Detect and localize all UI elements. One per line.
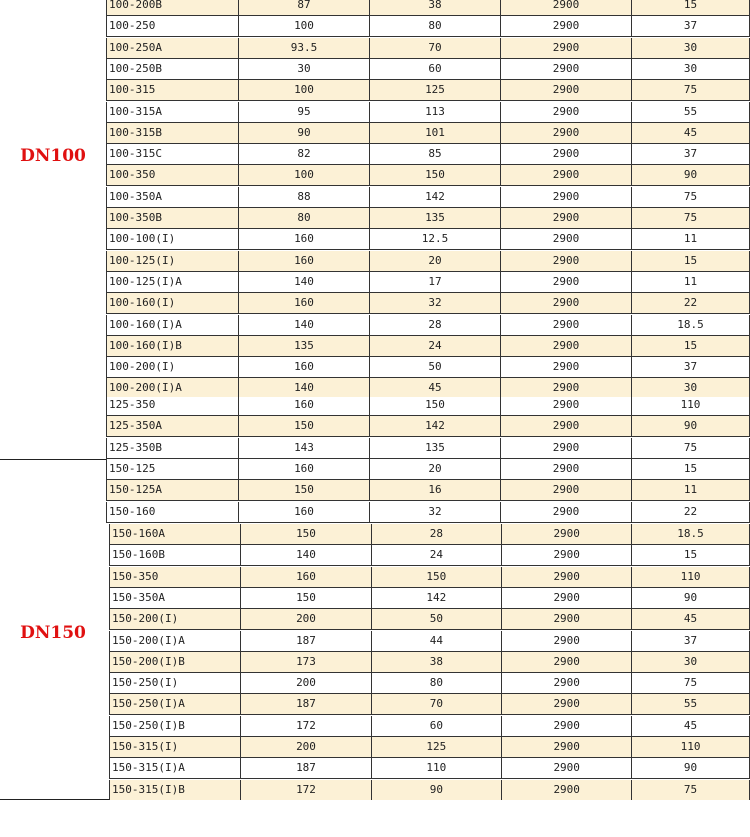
cell-power: 15 <box>631 336 750 356</box>
cell-head: 50 <box>369 357 500 377</box>
cell-flow: 160 <box>238 357 369 377</box>
cell-head: 24 <box>371 545 501 565</box>
cell-speed: 2900 <box>500 480 631 500</box>
cell-model: 150-315(I)A <box>109 758 240 778</box>
cell-model: 125-350B <box>106 438 238 458</box>
cell-power: 30 <box>631 38 750 58</box>
cell-head: 70 <box>371 694 501 714</box>
cell-speed: 2900 <box>500 187 631 207</box>
cell-head: 60 <box>371 716 501 736</box>
cell-power: 11 <box>631 480 750 500</box>
cell-power: 75 <box>631 780 749 800</box>
cell-model: 100-315 <box>106 80 238 100</box>
cell-head: 20 <box>369 251 500 271</box>
cell-speed: 2900 <box>500 208 631 228</box>
cell-speed: 2900 <box>500 397 631 415</box>
cell-power: 55 <box>631 694 749 714</box>
cell-flow: 93.5 <box>238 38 369 58</box>
cell-power: 37 <box>631 357 750 377</box>
cell-speed: 2900 <box>501 780 631 800</box>
cell-head: 38 <box>371 652 501 672</box>
table-row <box>106 251 750 272</box>
cell-speed: 2900 <box>500 59 631 79</box>
cell-power: 45 <box>631 716 749 736</box>
cell-head: 60 <box>369 59 500 79</box>
table-row <box>109 673 750 694</box>
table-row <box>106 59 750 80</box>
table-row <box>106 378 750 397</box>
cell-speed: 2900 <box>500 272 631 292</box>
cell-speed: 2900 <box>501 545 631 565</box>
table-row <box>106 357 750 378</box>
cell-power: 22 <box>631 502 750 522</box>
spec-table-dn100-part2 <box>106 397 750 459</box>
cell-model: 100-350 <box>106 165 238 185</box>
cell-flow: 150 <box>240 524 370 544</box>
cell-model: 125-350A <box>106 416 238 436</box>
cell-model: 150-160B <box>109 545 240 565</box>
cell-model: 150-200(I)B <box>109 652 240 672</box>
cell-speed: 2900 <box>500 315 631 335</box>
table-row <box>106 229 750 250</box>
cell-power: 37 <box>631 144 750 164</box>
cell-flow: 80 <box>238 208 369 228</box>
cell-head: 24 <box>369 336 500 356</box>
cell-flow: 88 <box>238 187 369 207</box>
table-row <box>109 524 750 545</box>
cell-model: 150-160A <box>109 524 240 544</box>
cell-power: 37 <box>631 631 749 651</box>
cell-head: 113 <box>369 102 500 122</box>
cell-speed: 2900 <box>501 588 631 608</box>
cell-flow: 90 <box>238 123 369 143</box>
cell-flow: 100 <box>238 16 369 36</box>
cell-power: 75 <box>631 673 749 693</box>
cell-flow: 82 <box>238 144 369 164</box>
cell-model: 150-315(I) <box>109 737 240 757</box>
cell-model: 150-250(I)B <box>109 716 240 736</box>
cell-flow: 100 <box>238 165 369 185</box>
cell-power: 75 <box>631 80 750 100</box>
cell-model: 125-350 <box>106 397 238 415</box>
table-row <box>106 102 750 123</box>
cell-model: 100-315C <box>106 144 238 164</box>
table-row <box>106 502 750 523</box>
cell-power: 18.5 <box>631 315 750 335</box>
cell-model: 100-350B <box>106 208 238 228</box>
table-row <box>109 609 750 630</box>
cell-power: 15 <box>631 0 750 15</box>
cell-power: 45 <box>631 123 750 143</box>
table-row <box>106 208 750 229</box>
cell-model: 150-125 <box>106 459 238 479</box>
cell-power: 11 <box>631 272 750 292</box>
table-row <box>106 480 750 501</box>
cell-head: 135 <box>369 208 500 228</box>
cell-head: 50 <box>371 609 501 629</box>
cell-power: 30 <box>631 378 750 397</box>
cell-speed: 2900 <box>500 165 631 185</box>
cell-head: 38 <box>369 0 500 15</box>
cell-head: 125 <box>369 80 500 100</box>
cell-speed: 2900 <box>501 631 631 651</box>
cell-speed: 2900 <box>500 16 631 36</box>
cell-flow: 172 <box>240 780 370 800</box>
cell-power: 15 <box>631 545 749 565</box>
cell-head: 135 <box>369 438 500 458</box>
cell-model: 100-250B <box>106 59 238 79</box>
cell-power: 75 <box>631 438 750 458</box>
cell-speed: 2900 <box>501 673 631 693</box>
cell-speed: 2900 <box>501 652 631 672</box>
cell-speed: 2900 <box>501 609 631 629</box>
cell-head: 16 <box>369 480 500 500</box>
cell-head: 28 <box>369 315 500 335</box>
cell-speed: 2900 <box>500 38 631 58</box>
cell-flow: 135 <box>238 336 369 356</box>
cell-model: 100-350A <box>106 187 238 207</box>
cell-head: 150 <box>369 165 500 185</box>
cell-flow: 140 <box>238 315 369 335</box>
spec-table-dn100-part1 <box>106 0 750 397</box>
cell-model: 150-350 <box>109 567 240 587</box>
cell-flow: 200 <box>240 673 370 693</box>
cell-model: 100-200(I)A <box>106 378 238 397</box>
cell-head: 32 <box>369 293 500 313</box>
cell-speed: 2900 <box>500 378 631 397</box>
table-row <box>106 416 750 437</box>
cell-speed: 2900 <box>500 459 631 479</box>
cell-flow: 143 <box>238 438 369 458</box>
cell-speed: 2900 <box>501 716 631 736</box>
cell-model: 100-160(I)B <box>106 336 238 356</box>
spec-table-dn150-part1 <box>106 459 750 524</box>
table-row <box>106 336 750 357</box>
cell-speed: 2900 <box>500 144 631 164</box>
cell-speed: 2900 <box>501 737 631 757</box>
table-row <box>106 38 750 59</box>
cell-speed: 2900 <box>500 293 631 313</box>
cell-speed: 2900 <box>500 80 631 100</box>
cell-power: 15 <box>631 459 750 479</box>
cell-model: 100-100(I) <box>106 229 238 249</box>
cell-model: 150-200(I)A <box>109 631 240 651</box>
cell-flow: 140 <box>238 378 369 397</box>
cell-model: 150-350A <box>109 588 240 608</box>
cell-speed: 2900 <box>500 0 631 15</box>
table-row <box>106 315 750 336</box>
cell-power: 15 <box>631 251 750 271</box>
cell-head: 101 <box>369 123 500 143</box>
cell-speed: 2900 <box>500 251 631 271</box>
cell-head: 70 <box>369 38 500 58</box>
cell-speed: 2900 <box>501 758 631 778</box>
cell-power: 90 <box>631 588 749 608</box>
cell-model: 150-125A <box>106 480 238 500</box>
cell-speed: 2900 <box>500 438 631 458</box>
cell-speed: 2900 <box>501 524 631 544</box>
cell-power: 30 <box>631 59 750 79</box>
table-row <box>106 187 750 208</box>
cell-flow: 150 <box>238 480 369 500</box>
cell-speed: 2900 <box>500 336 631 356</box>
table-row <box>106 397 750 416</box>
cell-model: 150-315(I)B <box>109 780 240 800</box>
cell-model: 150-250(I)A <box>109 694 240 714</box>
cell-flow: 160 <box>238 397 369 415</box>
cell-head: 125 <box>371 737 501 757</box>
cell-flow: 100 <box>238 80 369 100</box>
table-row <box>106 438 750 459</box>
cell-power: 75 <box>631 187 750 207</box>
cell-head: 142 <box>369 416 500 436</box>
table-row <box>109 567 750 588</box>
cell-power: 110 <box>631 737 749 757</box>
cell-flow: 172 <box>240 716 370 736</box>
table-row <box>109 737 750 758</box>
cell-power: 45 <box>631 609 749 629</box>
cell-power: 90 <box>631 165 750 185</box>
cell-flow: 140 <box>240 545 370 565</box>
cell-power: 110 <box>631 397 750 415</box>
cell-flow: 87 <box>238 0 369 15</box>
cell-flow: 160 <box>238 459 369 479</box>
cell-flow: 187 <box>240 758 370 778</box>
cell-head: 150 <box>371 567 501 587</box>
group-label-dn100: DN100 <box>20 146 86 166</box>
cell-head: 17 <box>369 272 500 292</box>
cell-speed: 2900 <box>500 229 631 249</box>
table-row <box>106 293 750 314</box>
cell-flow: 150 <box>238 416 369 436</box>
cell-head: 142 <box>369 187 500 207</box>
table-row <box>109 694 750 715</box>
table-row <box>106 16 750 37</box>
table-row <box>109 631 750 652</box>
group-divider <box>0 459 106 460</box>
table-row <box>106 459 750 480</box>
table-row <box>106 80 750 101</box>
cell-head: 44 <box>371 631 501 651</box>
cell-flow: 160 <box>238 502 369 522</box>
cell-speed: 2900 <box>500 416 631 436</box>
cell-power: 11 <box>631 229 750 249</box>
cell-model: 100-250 <box>106 16 238 36</box>
cell-power: 55 <box>631 102 750 122</box>
cell-flow: 150 <box>240 588 370 608</box>
cell-power: 30 <box>631 652 749 672</box>
cell-speed: 2900 <box>500 357 631 377</box>
cell-flow: 95 <box>238 102 369 122</box>
cell-head: 90 <box>371 780 501 800</box>
table-row <box>109 588 750 609</box>
table-row <box>106 144 750 165</box>
cell-power: 110 <box>631 567 749 587</box>
table-row <box>109 545 750 566</box>
table-row <box>109 780 750 800</box>
table-row <box>106 123 750 144</box>
cell-flow: 140 <box>238 272 369 292</box>
cell-power: 22 <box>631 293 750 313</box>
cell-flow: 200 <box>240 737 370 757</box>
cell-speed: 2900 <box>501 567 631 587</box>
spec-table-dn150-part2 <box>109 524 750 800</box>
cell-flow: 187 <box>240 694 370 714</box>
cell-flow: 30 <box>238 59 369 79</box>
cell-model: 100-160(I)A <box>106 315 238 335</box>
cell-head: 150 <box>369 397 500 415</box>
cell-power: 90 <box>631 758 749 778</box>
cell-head: 32 <box>369 502 500 522</box>
cell-flow: 160 <box>238 293 369 313</box>
cell-model: 100-315A <box>106 102 238 122</box>
cell-head: 142 <box>371 588 501 608</box>
cell-head: 80 <box>371 673 501 693</box>
cell-head: 20 <box>369 459 500 479</box>
cell-head: 110 <box>371 758 501 778</box>
cell-speed: 2900 <box>501 694 631 714</box>
cell-flow: 160 <box>238 251 369 271</box>
table-row <box>106 165 750 186</box>
cell-model: 100-315B <box>106 123 238 143</box>
cell-model: 150-200(I) <box>109 609 240 629</box>
cell-model: 100-125(I) <box>106 251 238 271</box>
cell-speed: 2900 <box>500 502 631 522</box>
cell-head: 12.5 <box>369 229 500 249</box>
cell-model: 100-160(I) <box>106 293 238 313</box>
cell-head: 80 <box>369 16 500 36</box>
cell-model: 150-250(I) <box>109 673 240 693</box>
cell-speed: 2900 <box>500 102 631 122</box>
cell-model: 150-160 <box>106 502 238 522</box>
cell-head: 45 <box>369 378 500 397</box>
table-row <box>106 0 750 16</box>
cell-power: 18.5 <box>631 524 749 544</box>
cell-model: 100-250A <box>106 38 238 58</box>
cell-flow: 187 <box>240 631 370 651</box>
cell-flow: 160 <box>240 567 370 587</box>
cell-power: 90 <box>631 416 750 436</box>
cell-power: 75 <box>631 208 750 228</box>
table-row <box>109 758 750 779</box>
cell-model: 100-125(I)A <box>106 272 238 292</box>
cell-speed: 2900 <box>500 123 631 143</box>
table-row <box>109 716 750 737</box>
cell-model: 100-200(I) <box>106 357 238 377</box>
cell-flow: 200 <box>240 609 370 629</box>
cell-power: 37 <box>631 16 750 36</box>
cell-flow: 173 <box>240 652 370 672</box>
group-label-dn150: DN150 <box>20 623 86 643</box>
table-row <box>109 652 750 673</box>
cell-model: 100-200B <box>106 0 238 15</box>
cell-flow: 160 <box>238 229 369 249</box>
cell-head: 85 <box>369 144 500 164</box>
cell-head: 28 <box>371 524 501 544</box>
table-row <box>106 272 750 293</box>
